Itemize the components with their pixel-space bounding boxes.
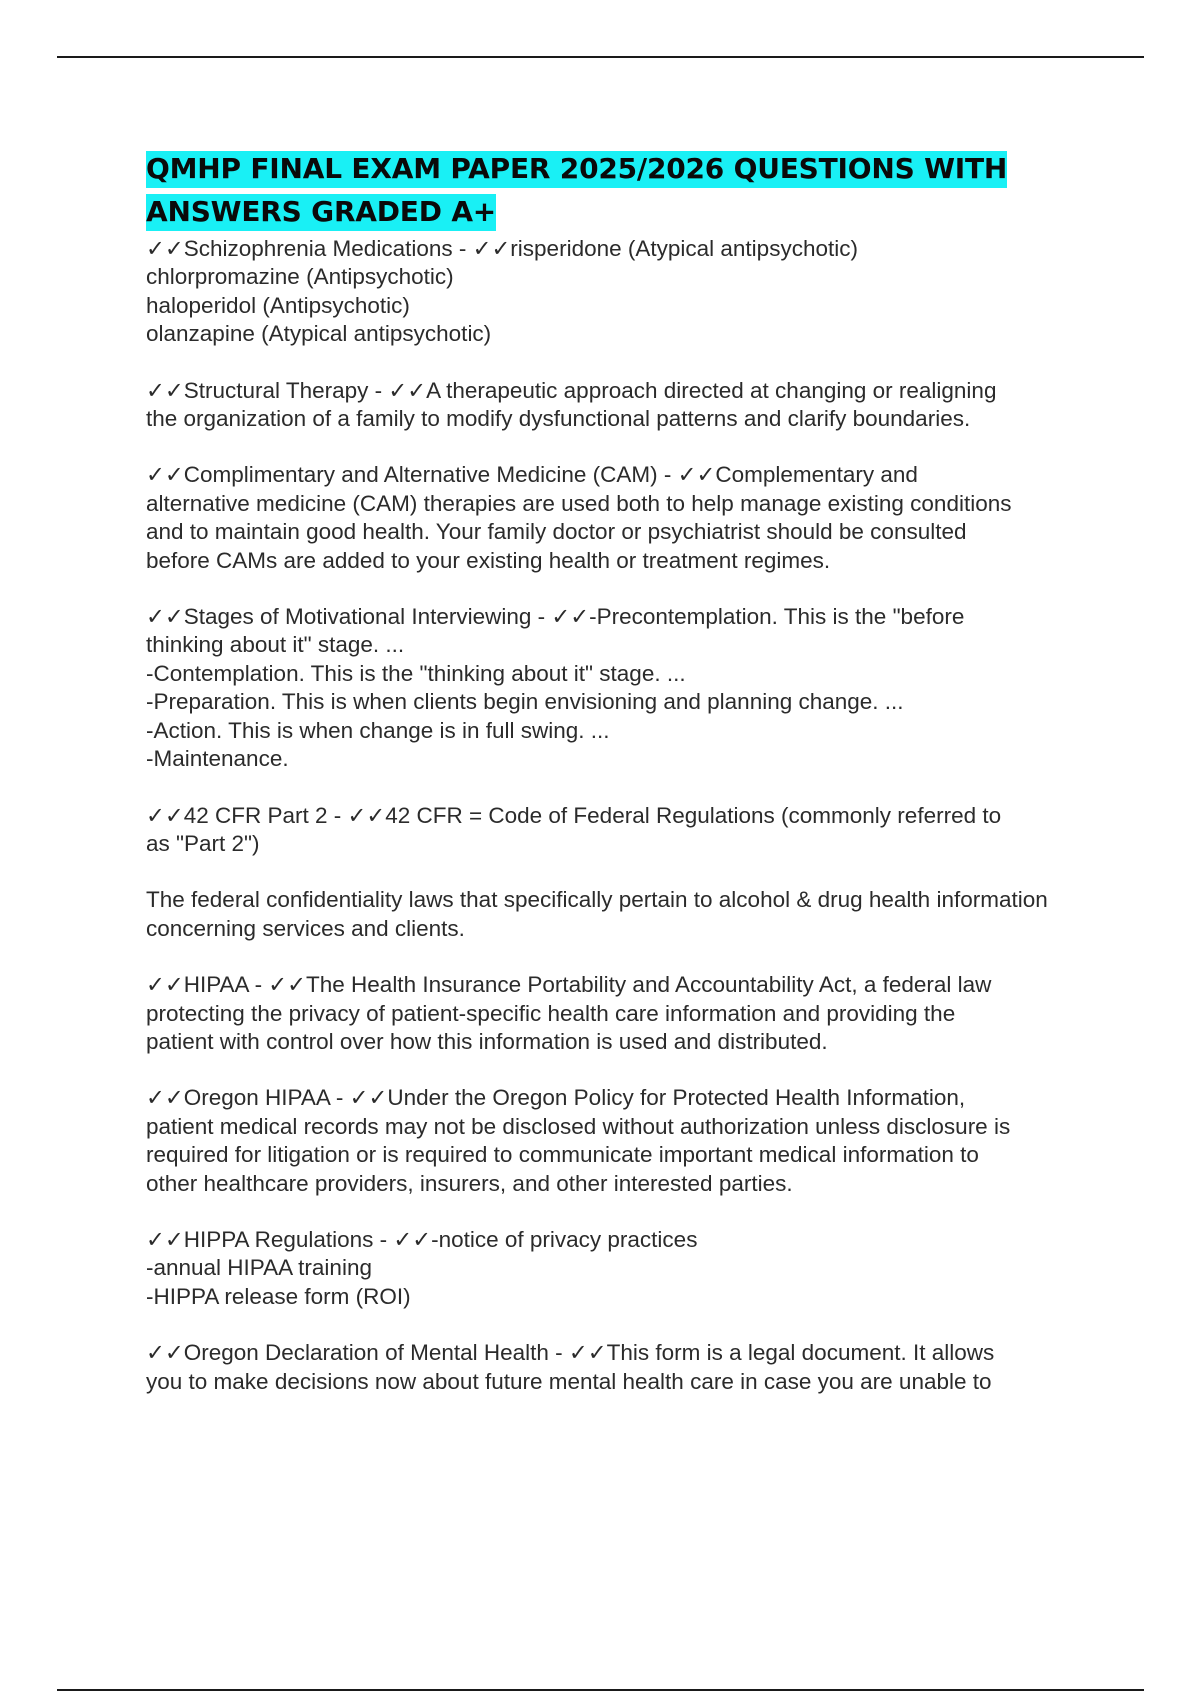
entry-line: patient with control over how this information is used and distributed.: [146, 1028, 828, 1054]
entry-line: alternative medicine (CAM) therapies are used both to help manage existing conditions: [146, 490, 1012, 516]
entry-line: olanzapine (Atypical antipsychotic): [146, 321, 492, 347]
bottom-divider: [57, 1689, 1144, 1691]
entry-line: as "Part 2"): [146, 830, 260, 856]
entry-line: chlorpromazine (Antipsychotic): [146, 264, 454, 290]
qa-entry-hipaa: [146, 971, 1086, 1056]
entry-line: information concerning services and clients.: [146, 887, 1048, 941]
qa-entry-42-cfr-part-2: [146, 802, 1086, 859]
entry-line: ✓✓Complimentary and Alternative Medicine (CAM) - ✓✓Complementary and: [146, 462, 918, 488]
entry-line: ✓✓Oregon HIPAA - ✓✓Under the Oregon Policy for Protected Health Information,: [146, 1085, 966, 1111]
entry-line: -annual HIPAA training: [146, 1255, 372, 1281]
entry-line: ✓✓Structural Therapy - ✓✓A therapeutic approach directed at changing or realigning: [146, 377, 997, 403]
qa-entry-cam: [146, 461, 1086, 575]
paragraph-federal-confidentiality: [146, 886, 1086, 943]
qa-entry-hippa-regulations: [146, 1226, 1086, 1311]
entry-line: ✓✓42 CFR Part 2 - ✓✓42 CFR = Code of Federal Regulations (commonly referred to: [146, 802, 1002, 828]
page-title: [146, 147, 1086, 233]
entry-line: and to maintain good health. Your family doctor or psychiatrist should be consulted: [146, 519, 967, 545]
entry-line: ✓✓HIPPA Regulations - ✓✓-notice of privacy practices: [146, 1226, 698, 1252]
entry-line: -Preparation. This is when clients begin envisioning and planning change. ...: [146, 689, 904, 715]
entry-line: haloperidol (Antipsychotic): [146, 292, 410, 318]
entry-line: patient medical records may not be disclosed without authorization unless disclosure is: [146, 1113, 1011, 1139]
entry-line: ✓✓Schizophrenia Medications - ✓✓risperidone (Atypical antipsychotic): [146, 236, 858, 261]
entry-line: required for litigation or is required to communicate important medical information to: [146, 1142, 979, 1168]
entry-line: thinking about it" stage. ...: [146, 632, 405, 658]
document-body: [146, 147, 1086, 1424]
top-divider: [57, 56, 1144, 58]
qa-entry-structural-therapy: [146, 377, 1086, 434]
entry-line: the organization of a family to modify dysfunctional patterns and clarify boundaries.: [146, 406, 971, 432]
qa-entry-motivational-interviewing: [146, 603, 1086, 773]
qa-entry-schizophrenia-medications: [146, 235, 1086, 349]
entry-line: -Maintenance.: [146, 746, 289, 772]
entry-line: -HIPPA release form (ROI): [146, 1283, 411, 1309]
entry-line: -Action. This is when change is in full swing. ...: [146, 717, 610, 743]
entry-line: other healthcare providers, insurers, and other interested parties.: [146, 1170, 793, 1196]
entry-line: ✓✓Stages of Motivational Interviewing - ✓✓-Precontemplation. This is the "before: [146, 604, 965, 630]
qa-entry-oregon-hipaa: [146, 1084, 1086, 1198]
entry-line: you to make decisions now about future mental health care in case you are unable to: [146, 1368, 992, 1394]
entry-line: before CAMs are added to your existing health or treatment regimes.: [146, 547, 831, 573]
entry-line: -Contemplation. This is the "thinking about it" stage. ...: [146, 660, 686, 686]
qa-entry-oregon-declaration: [146, 1339, 1086, 1396]
entry-line: protecting the privacy of patient-specific health care information and providing the: [146, 1000, 956, 1026]
title-highlight-line-1: QMHP FINAL EXAM PAPER 2025/2026 QUESTIONS WITH: [146, 151, 1007, 188]
entry-line: ✓✓Oregon Declaration of Mental Health - ✓✓This form is a legal document. It allows: [146, 1340, 995, 1366]
entry-line: The federal confidentiality laws that specifically pertain to alcohol & drug health: [146, 887, 931, 913]
title-highlight-line-2: ANSWERS GRADED A+: [146, 194, 496, 231]
entry-line: ✓✓HIPAA - ✓✓The Health Insurance Portability and Accountability Act, a federal law: [146, 972, 992, 998]
